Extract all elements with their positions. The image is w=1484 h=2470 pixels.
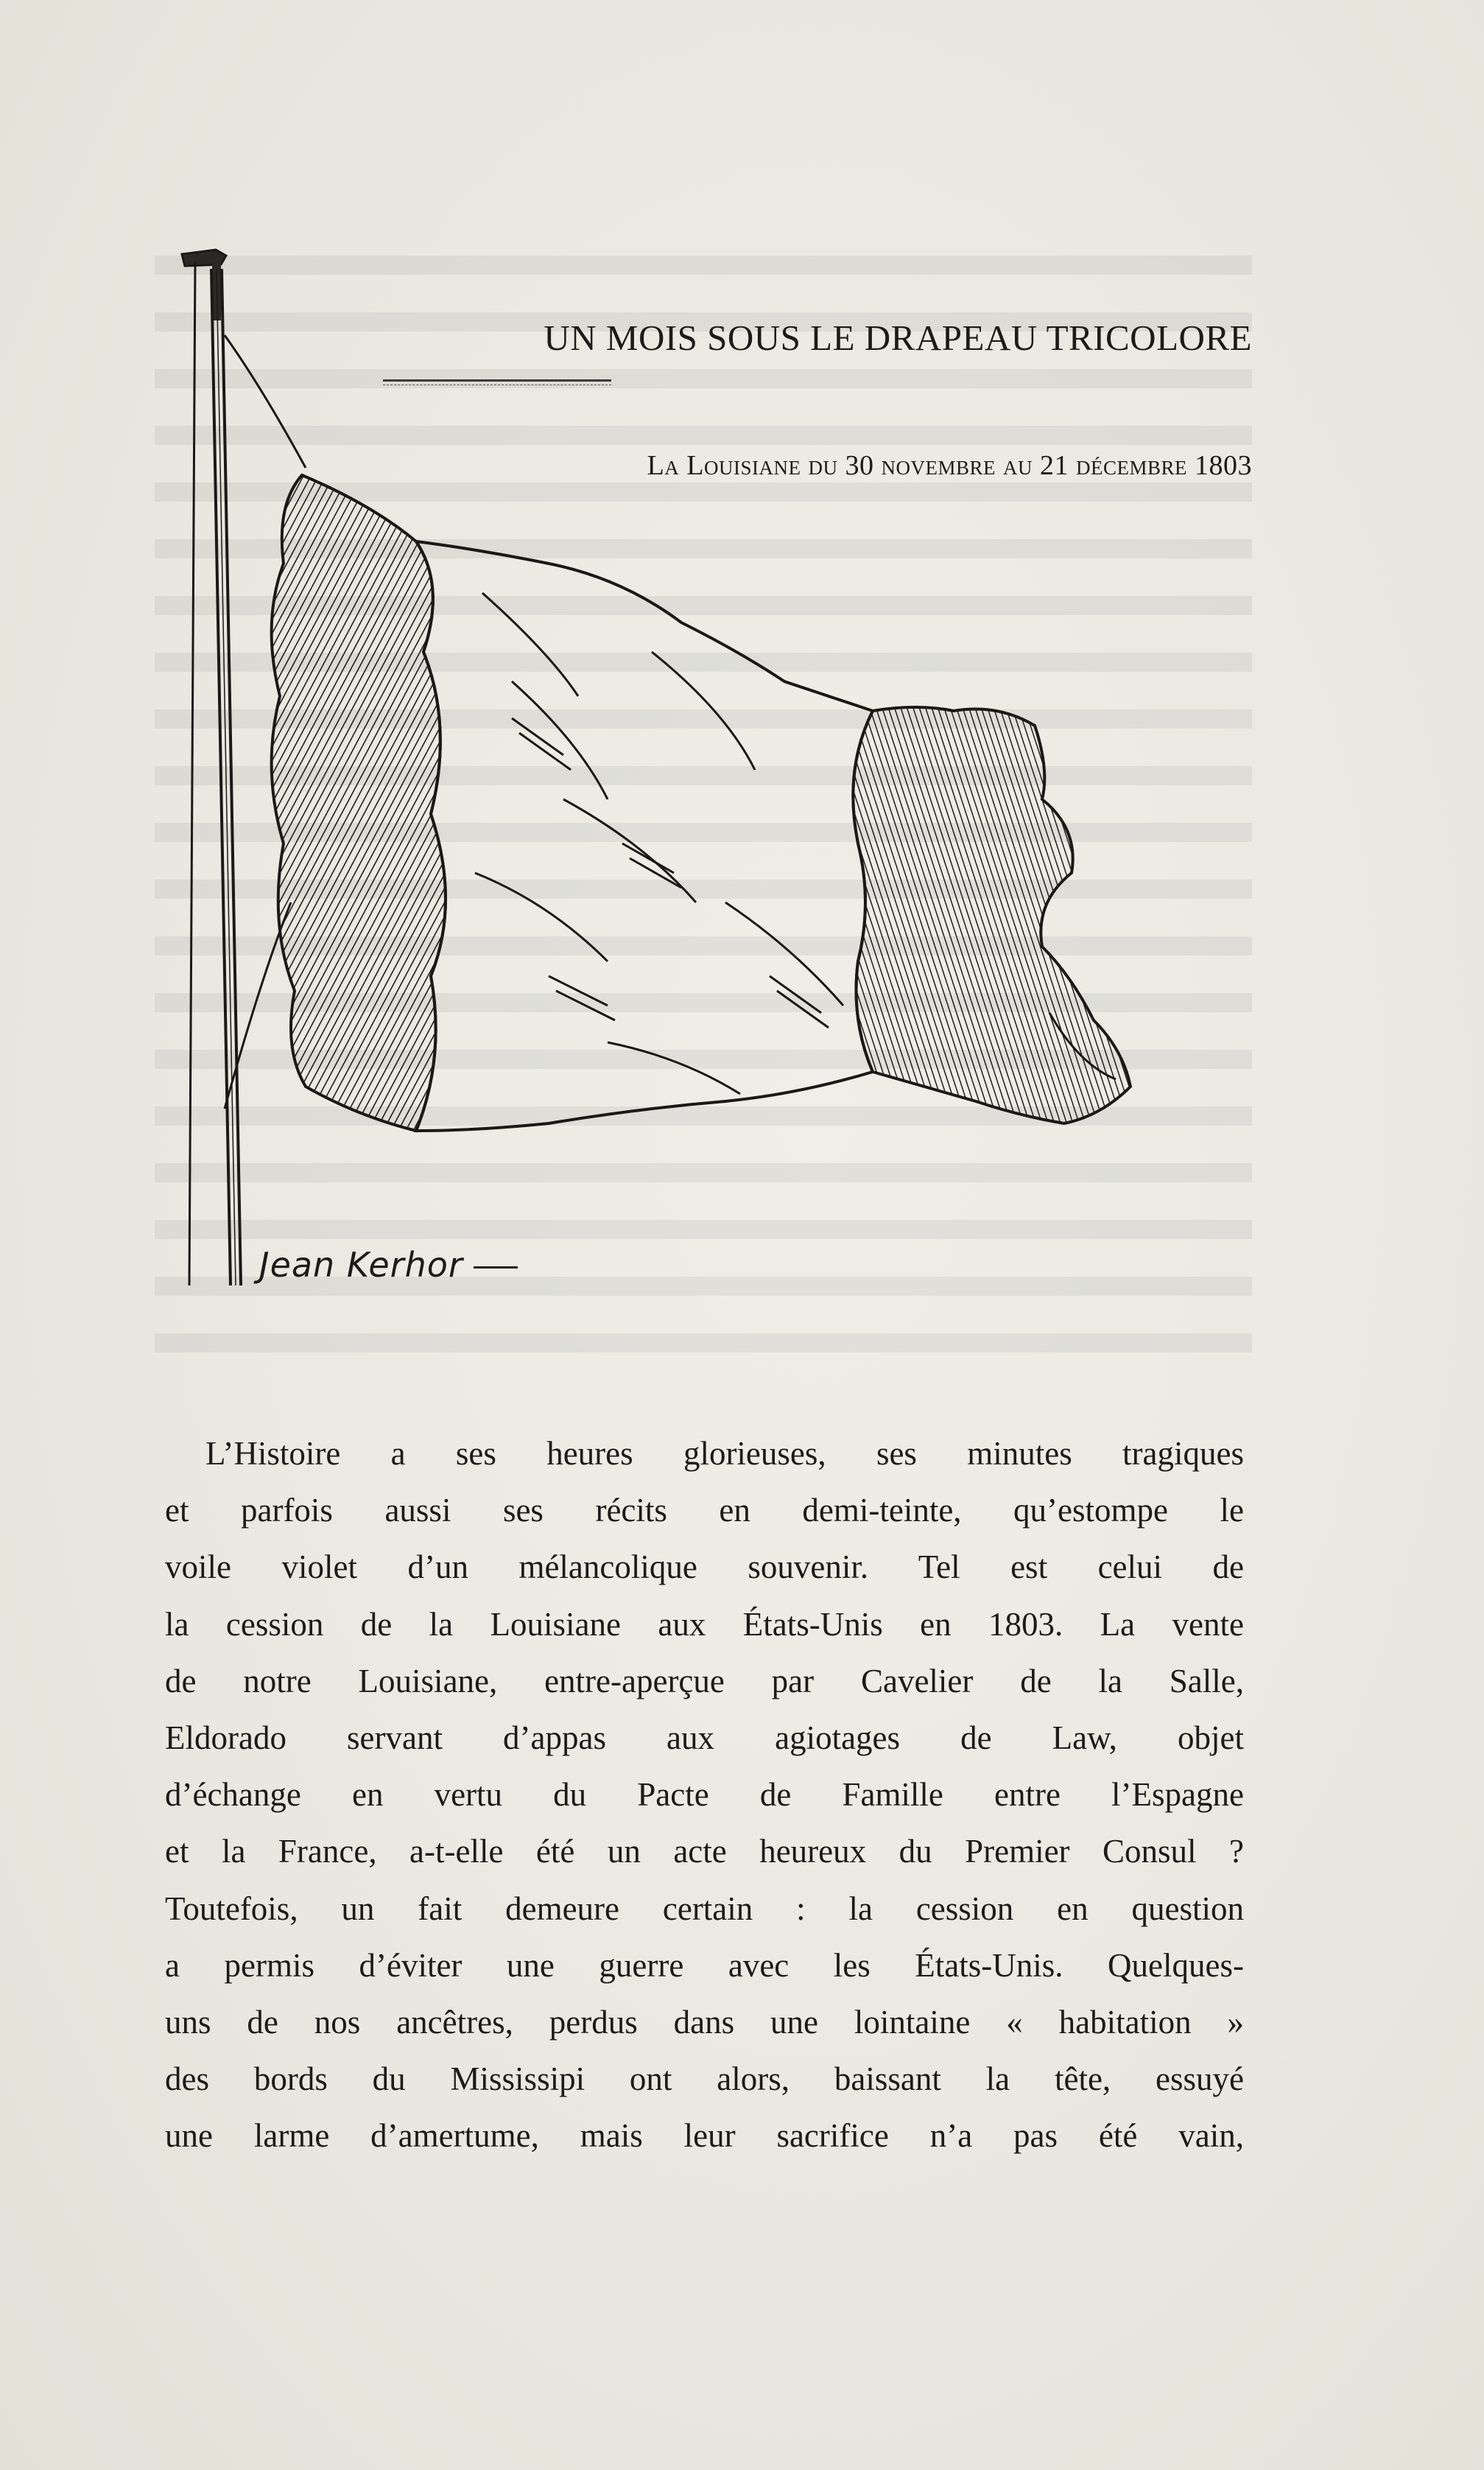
paragraph-line: a permis d’éviter une guerre avec les États-Unis. Quelques- [165, 1946, 1244, 1984]
page-title: UN MOIS SOUS LE DRAPEAU TRICOLORE [544, 317, 1252, 358]
paragraph-line: la cession de la Louisiane aux États-Unis en 1803. La vente [165, 1605, 1244, 1643]
paragraph-line: L’Histoire a ses heures glorieuses, ses minutes tragiques [205, 1435, 1244, 1472]
paragraph-line: et parfois aussi ses récits en demi-teinte, qu’estompe le [165, 1492, 1244, 1529]
paragraph-line: une larme d’amertume, mais leur sacrifice n’a pas été vain, [165, 2117, 1244, 2155]
paragraph-line: de notre Louisiane, entre-aperçue par Cavelier de la Salle, [165, 1662, 1244, 1699]
flag-blue-band [272, 475, 446, 1131]
artist-signature: Jean Kerhor [259, 1245, 518, 1285]
page-subtitle: La Louisiane du 30 novembre au 21 décembre 1803 [647, 450, 1252, 481]
flag-shading [512, 718, 829, 1028]
paragraph-line: d’échange en vertu du Pacte de Famille entre l’Espagne [165, 1776, 1244, 1814]
flag-white-band [416, 541, 873, 1131]
paragraph-line: uns de nos ancêtres, perdus dans une lointaine « habitation » [165, 2004, 1244, 2041]
flag-pole [182, 250, 241, 1285]
paragraph-line: Toutefois, un fait demeure certain : la cession en question [165, 1890, 1244, 1927]
paragraph-line: voile violet d’un mélancolique souvenir. Tel est celui de [165, 1548, 1244, 1586]
flag-red-band [853, 707, 1130, 1123]
body-paragraph [165, 1425, 1244, 2165]
flag-cord [225, 335, 306, 468]
paragraph-line: et la France, a-t-elle été un acte heureux du Premier Consul ? [165, 1833, 1244, 1870]
flag-illustration [166, 239, 1270, 1315]
paragraph-line: des bords du Mississipi ont alors, baissant la tête, essuyé [165, 2060, 1244, 2098]
paragraph-line: Eldorado servant d’appas aux agiotages de Law, objet [165, 1719, 1244, 1757]
title-rule [383, 379, 611, 385]
